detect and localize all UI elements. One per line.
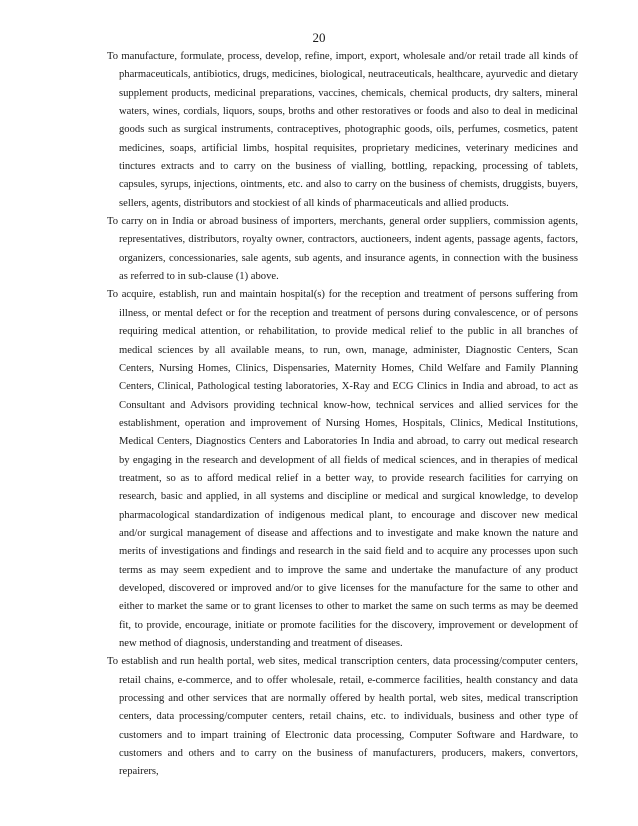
paragraph: To manufacture, formulate, process, develop, refine, import, export, wholesale and/or retail trade all kinds of pharmaceuticals, antibiotics, drugs, medicines, biological, neutraceuticals, healthcare, ayurvedic and dietary supplement products, medicinal preparations, vaccines, chemicals, chemical products, dry salters, mineral waters, wines, cordials, liquors, soups, broths and other restoratives or foods and also to deal in medicinal goods such as surgical instruments, contraceptives, photographic goods, oils, perfumes, cosmetics, patent medicines, soaps, artificial limbs, hospital requisites, proprietary medicines, veterinary medicines and tinctures extracts and to carry on the business of vialling, bottling, repacking, processing of tablets, capsules, syrups, injections, ointments, etc. and also to carry on the business of chemists, druggists, buyers, sellers, agents, distributors and stockiest of all kinds of pharmaceuticals and allied products. <box>107 51 578 209</box>
paragraph: To carry on in India or abroad business of importers, merchants, general order suppliers, commission agents, representatives, distributors, royalty owner, contractors, auctioneers, indent agents, passage agents, factors, organizers, concessionaries, sale agents, sub agents, and insurance agents, in connection with the business as referred to in sub-clause (1) above. <box>107 216 578 283</box>
page-number: 20 <box>312 30 326 45</box>
paragraph: To establish and run health portal, web sites, medical transcription centers, data processing/computer centers, retail chains, e-commerce, and to offer wholesale, retail, e-commerce facilities, health constancy and data processing and other services that are normally offered by health portal, web sites, medical transcription centers, data processing/computer centers, retail chains, etc. to individuals, business and other type of customers and to impart training of Electronic data processing, Computer Software and Hardware, to customers and others and to carry on the business of manufacturers, producers, makers, convertors, repairers, <box>107 656 578 778</box>
body-text <box>107 48 578 782</box>
paragraph: To acquire, establish, run and maintain hospital(s) for the reception and treatment of persons suffering from illness, or mental defect or for the reception and treatment of persons during convalescence, or of persons requiring medical attention, or rehabilitation, to provide medical relief to the public in all branches of medical sciences by all available means, to run, own, manage, administer, Diagnostic Centers, Scan Centers, Nursing Homes, Clinics, Dispensaries, Maternity Homes, Child Welfare and Family Planning Centers, Clinical, Pathological testing laboratories, X-Ray and ECG Clinics in India and abroad, to act as Consultant and Advisors providing technical know-how, technical services and allied services for the establishment, operation and improvement of Nursing Homes, Hospitals, Clinics, Medical Institutions, Medical Centers, Diagnostics Centers and Laboratories In India and abroad, to carry out medical research by engaging in the research and development of all fields of medical sciences, and in therapies of medical treatment, so as to afford medical relief in a better way, to provide research facilities for carrying on research, basic and applied, in all systems and discipline or medical and surgical knowledge, to develop pharmacological standardization of indigenous medical plant, to encourage and discover new medical and/or surgical management of disease and affections and to investigate and make known the nature and merits of investigations and findings and research in the said field and to acquire any processes upon such terms as may seem expedient and to improve the same and undertake the manufacture of any product developed, discovered or improved and/or to give licenses for the manufacture for the same to other and either to market the same or to grant licenses to other to market the same on such terms as may be deemed fit, to provide, encourage, initiate or promote facilities for the discovery, improvement or development of new method of diagnosis, understanding and treatment of diseases. <box>107 289 578 649</box>
